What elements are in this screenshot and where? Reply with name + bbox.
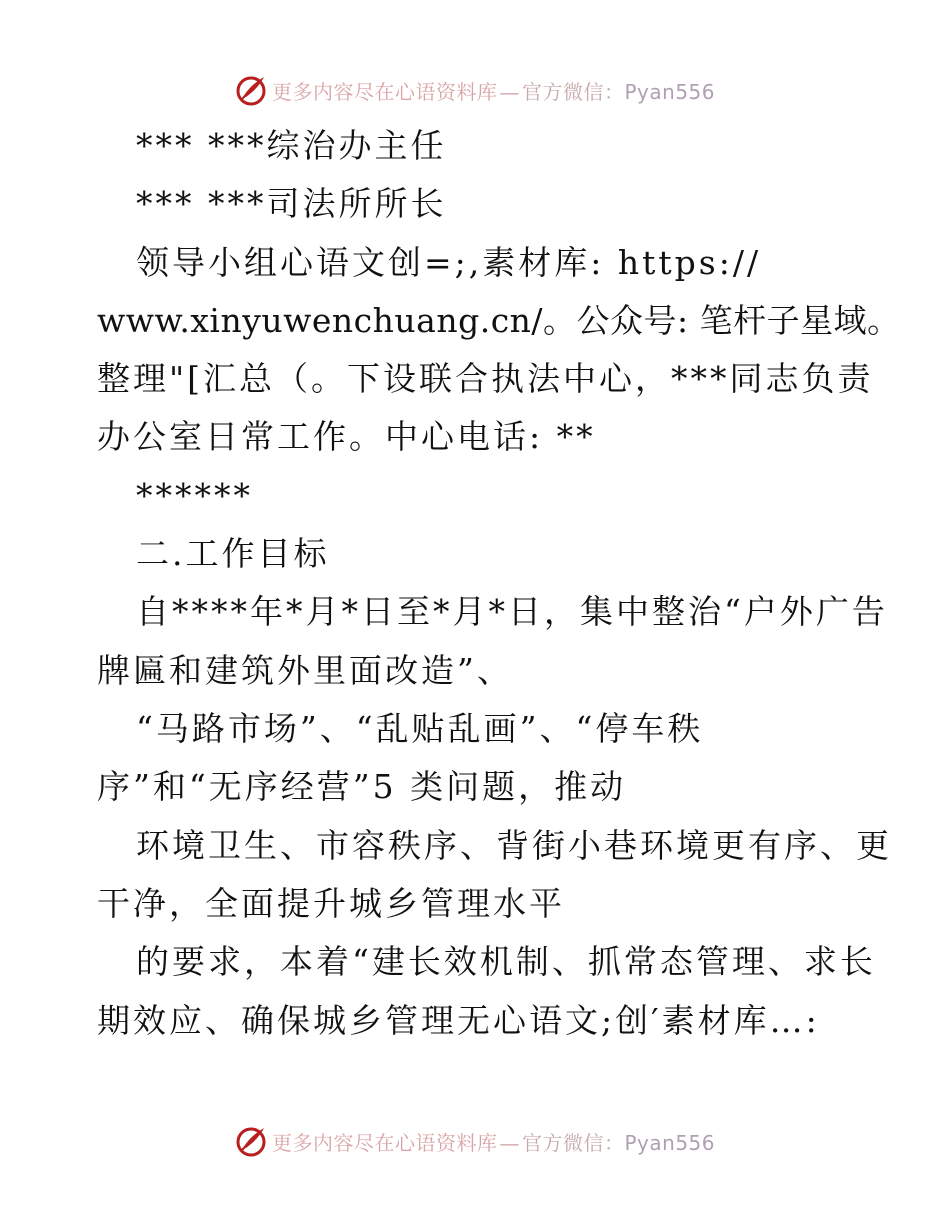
watermark-text: 更多内容尽在心语资料库 — 官方微信：Pyan556: [272, 79, 716, 104]
text-line: 牌匾和建筑外里面改造”、: [97, 651, 513, 690]
footer-watermark: [234, 1121, 734, 1161]
text-line: 办公室日常工作。中心电话: **: [97, 417, 596, 456]
text-line: 干净，全面提升城乡管理水平: [97, 884, 565, 923]
text-line: 领导小组心语文创=;,素材库: https://: [136, 243, 762, 282]
text-line: *** ***综治办主任: [136, 126, 447, 165]
text-line: “马路市场”、“乱贴乱画”、“停车秩: [136, 709, 704, 748]
header-watermark: [234, 70, 734, 110]
text-line: www.xinyuwenchuang.cn/。公众号: 笔杆子星域。: [97, 301, 901, 340]
text-line: *** ***司法所所长: [136, 184, 447, 223]
text-line: 序”和“无序经营”5 类问题，推动: [97, 767, 627, 806]
text-line: 期效应、确保城乡管理无心语文;创′素材库…:: [97, 1001, 820, 1040]
text-line: 自****年*月*日至*月*日，集中整治“户外广告: [136, 592, 888, 631]
feather-logo-icon: [234, 73, 268, 107]
text-line: 环境卫生、市容秩序、背街小巷环境更有序、更: [136, 826, 892, 865]
watermark-text: 更多内容尽在心语资料库 — 官方微信：Pyan556: [272, 1130, 716, 1155]
feather-logo-icon: [234, 1124, 268, 1158]
section-heading: 二.工作目标: [136, 534, 330, 573]
text-line: ******: [136, 476, 253, 515]
text-line: 的要求，本着“建长效机制、抓常态管理、求长: [136, 942, 876, 981]
text-line: 整理"[汇总（。下设联合执法中心，***同志负责: [97, 359, 874, 398]
